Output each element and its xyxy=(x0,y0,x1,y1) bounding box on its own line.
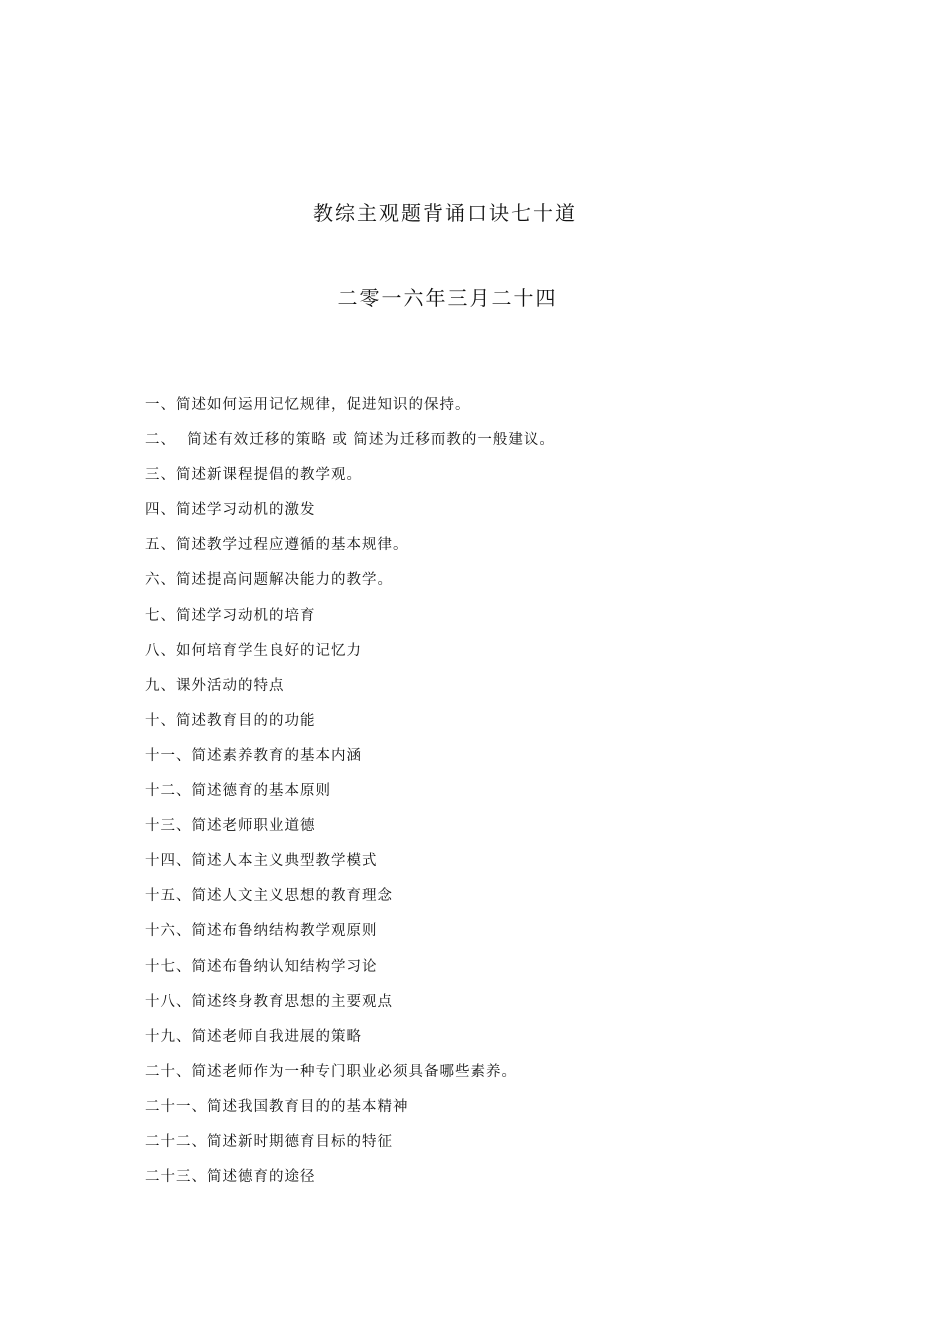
list-item: 十八、简述终身教育思想的主要观点 xyxy=(145,993,393,1010)
document-title: 教综主观题背诵口诀七十道 xyxy=(313,201,577,225)
list-item: 二十二、简述新时期德育目标的特征 xyxy=(145,1133,393,1150)
list-item: 十九、简述老师自我进展的策略 xyxy=(145,1028,362,1045)
list-item: 十六、简述布鲁纳结构教学观原则 xyxy=(145,923,378,940)
document-date: 二零一六年三月二十四 xyxy=(337,286,558,310)
list-item: 三、简述新课程提倡的教学观。 xyxy=(145,467,362,484)
list-item: 二、 简述有效迁移的策略 或 简述为迁移而教的一般建议。 xyxy=(145,432,555,449)
list-item: 九、课外活动的特点 xyxy=(145,677,285,694)
list-item: 五、简述教学过程应遵循的基本规律。 xyxy=(145,537,409,554)
question-list xyxy=(145,391,845,1198)
list-item: 一、简述如何运用记忆规律，促进知识的保持。 xyxy=(145,397,471,413)
list-item: 六、简述提高问题解决能力的教学。 xyxy=(145,572,393,589)
list-item: 四、简述学习动机的激发 xyxy=(145,502,316,519)
list-item: 十三、简述老师职业道德 xyxy=(145,818,316,835)
list-item: 十二、简述德育的基本原则 xyxy=(145,783,331,800)
list-item: 二十一、简述我国教育目的的基本精神 xyxy=(145,1098,409,1115)
list-item: 八、如何培育学生良好的记忆力 xyxy=(145,642,362,659)
list-item: 十、简述教育目的的功能 xyxy=(145,712,316,729)
list-item: 十四、简述人本主义典型教学模式 xyxy=(145,853,378,870)
list-item: 十五、简述人文主义思想的教育理念 xyxy=(145,888,393,905)
list-item: 二十、简述老师作为一种专门职业必须具备哪些素养。 xyxy=(145,1063,517,1080)
list-item: 七、简述学习动机的培育 xyxy=(145,607,316,624)
list-item: 十一、简述素养教育的基本内涵 xyxy=(145,747,362,764)
list-item: 二十三、简述德育的途径 xyxy=(145,1169,316,1186)
list-item: 十七、简述布鲁纳认知结构学习论 xyxy=(145,958,378,975)
